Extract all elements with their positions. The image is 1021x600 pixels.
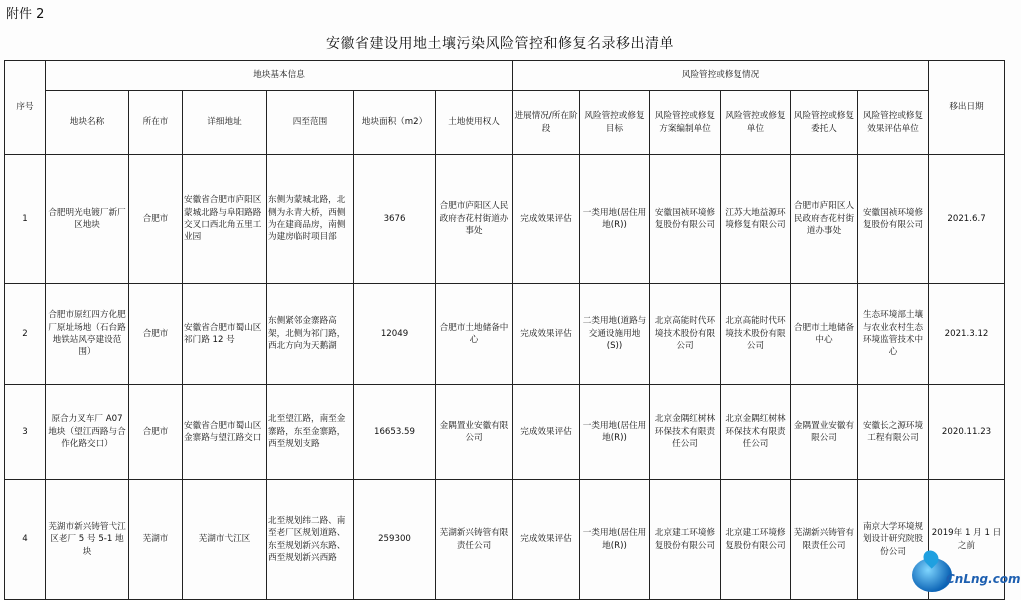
header-area: 地块面积（m2） — [354, 91, 436, 155]
cell-plan-unit: 北京建工环境修复股份有限公司 — [650, 480, 721, 600]
cell-owner: 合肥市庐阳区人民政府杏花村街道办事处 — [436, 155, 513, 284]
cell-city: 芜湖市 — [129, 480, 183, 600]
cell-client: 金隅置业安徽有限公司 — [791, 385, 858, 480]
table-row — [5, 480, 1005, 600]
cell-evaluation-unit: 安徽国祯环境修复股份有限公司 — [858, 155, 929, 284]
cell-city: 合肥市 — [129, 155, 183, 284]
cell-area: 16653.59 — [354, 385, 436, 480]
cell-target: 二类用地(道路与交通设施用地(S)) — [580, 284, 650, 385]
cell-area: 3676 — [354, 155, 436, 284]
cell-seq: 1 — [5, 155, 46, 284]
table-row — [5, 155, 1005, 284]
header-owner: 土地使用权人 — [436, 91, 513, 155]
cell-owner: 芜湖新兴铸管有限责任公司 — [436, 480, 513, 600]
header-seq: 序号 — [5, 61, 46, 155]
cell-remediation-unit: 北京金隅红树林环保技术有限责任公司 — [721, 385, 791, 480]
cell-evaluation-unit: 安徽长之源环境工程有限公司 — [858, 385, 929, 480]
watermark-logo — [910, 550, 1021, 596]
header-client: 风险管控或修复委托人 — [791, 91, 858, 155]
cell-date: 2020.11.23 — [929, 385, 1005, 480]
header-boundary: 四至范围 — [267, 91, 354, 155]
header-remediation-unit: 风险管控或修复单位 — [721, 91, 791, 155]
header-row-group — [5, 61, 1005, 91]
cell-address: 安徽省合肥市蜀山区祁门路 12 号 — [183, 284, 267, 385]
removal-list-table — [4, 60, 1005, 600]
cell-address: 安徽省合肥市蜀山区金寨路与望江路交口 — [183, 385, 267, 480]
cell-area: 12049 — [354, 284, 436, 385]
cell-seq: 3 — [5, 385, 46, 480]
cell-progress: 完成效果评估 — [513, 155, 580, 284]
cell-progress: 完成效果评估 — [513, 385, 580, 480]
cell-date: 2021.6.7 — [929, 155, 1005, 284]
cell-owner: 金隅置业安徽有限公司 — [436, 385, 513, 480]
header-plan-unit: 风险管控或修复方案编制单位 — [650, 91, 721, 155]
watermark-text: CnLng.com — [946, 572, 1021, 586]
header-address: 详细地址 — [183, 91, 267, 155]
table-row — [5, 385, 1005, 480]
cell-seq: 4 — [5, 480, 46, 600]
cell-plot-name: 原合力叉车厂 A07 地块（望江西路与合作化路交口） — [46, 385, 129, 480]
table-row — [5, 284, 1005, 385]
cell-plan-unit: 北京金隅红树林环保技术有限责任公司 — [650, 385, 721, 480]
cell-city: 合肥市 — [129, 284, 183, 385]
cell-date: 2019年 1 月 1 日之前 — [929, 480, 1005, 600]
cell-plot-name: 合肥明光电镀厂新厂区地块 — [46, 155, 129, 284]
cell-plot-name: 芜湖市新兴铸管弋江区老厂 5 号 5-1 地块 — [46, 480, 129, 600]
header-removal-date: 移出日期 — [929, 61, 1005, 155]
cell-plot-name: 合肥市原红四方化肥厂原址场地（石台路地铁站风亭建设范围） — [46, 284, 129, 385]
header-progress: 进展情况/所在阶段 — [513, 91, 580, 155]
cell-remediation-unit: 北京建工环境修复股份有限公司 — [721, 480, 791, 600]
cell-boundary: 东侧为蒙城北路，北侧为永青大桥，西侧为在建商品房，南侧为建房临时项目部 — [267, 155, 354, 284]
header-evaluation-unit: 风险管控或修复效果评估单位 — [858, 91, 929, 155]
cell-boundary: 东侧紧邻金寨路高架，北侧为祁门路，西北方向为天鹅湖 — [267, 284, 354, 385]
header-plot-name: 地块名称 — [46, 91, 129, 155]
cell-city: 合肥市 — [129, 385, 183, 480]
cell-evaluation-unit: 生态环境部土壤与农业农村生态环境监管技术中心 — [858, 284, 929, 385]
cell-progress: 完成效果评估 — [513, 480, 580, 600]
cell-target: 一类用地(居住用地(R)) — [580, 155, 650, 284]
cell-area: 259300 — [354, 480, 436, 600]
cell-plan-unit: 北京高能时代环境技术股份有限公司 — [650, 284, 721, 385]
cell-address: 安徽省合肥市庐阳区蒙城北路与阜阳路路交叉口西北角五里工业园 — [183, 155, 267, 284]
cell-plan-unit: 安徽国祯环境修复股份有限公司 — [650, 155, 721, 284]
cell-client: 合肥市土地储备中心 — [791, 284, 858, 385]
cell-owner: 合肥市土地储备中心 — [436, 284, 513, 385]
header-city: 所在市 — [129, 91, 183, 155]
cell-client: 芜湖新兴铸管有限责任公司 — [791, 480, 858, 600]
cell-target: 一类用地(居住用地(R)) — [580, 385, 650, 480]
page-title: 安徽省建设用地土壤污染风险管控和修复名录移出清单 — [326, 36, 674, 52]
header-row-columns — [5, 91, 1005, 155]
cell-boundary: 北至望江路，南至金寨路，东至金寨路，西至规划支路 — [267, 385, 354, 480]
cell-client: 合肥市庐阳区人民政府杏花村街道办事处 — [791, 155, 858, 284]
header-target: 风险管控或修复目标 — [580, 91, 650, 155]
cell-seq: 2 — [5, 284, 46, 385]
cell-remediation-unit: 江苏大地益源环境修复有限公司 — [721, 155, 791, 284]
cell-progress: 完成效果评估 — [513, 284, 580, 385]
cell-address: 芜湖市弋江区 — [183, 480, 267, 600]
attachment-label: 附件 2 — [6, 7, 45, 22]
cell-date: 2021.3.12 — [929, 284, 1005, 385]
header-risk-group: 风险管控或修复情况 — [513, 61, 929, 91]
cell-boundary: 北至规划纬二路、南至老厂区规划道路、东至规划新兴东路、西至规划新兴西路 — [267, 480, 354, 600]
cell-evaluation-unit: 南京大学环境规划设计研究院股份公司 — [858, 480, 929, 600]
cell-target: 一类用地(居住用地(R)) — [580, 480, 650, 600]
header-plot-info-group: 地块基本信息 — [46, 61, 513, 91]
cell-remediation-unit: 北京高能时代环境技术股份有限公司 — [721, 284, 791, 385]
